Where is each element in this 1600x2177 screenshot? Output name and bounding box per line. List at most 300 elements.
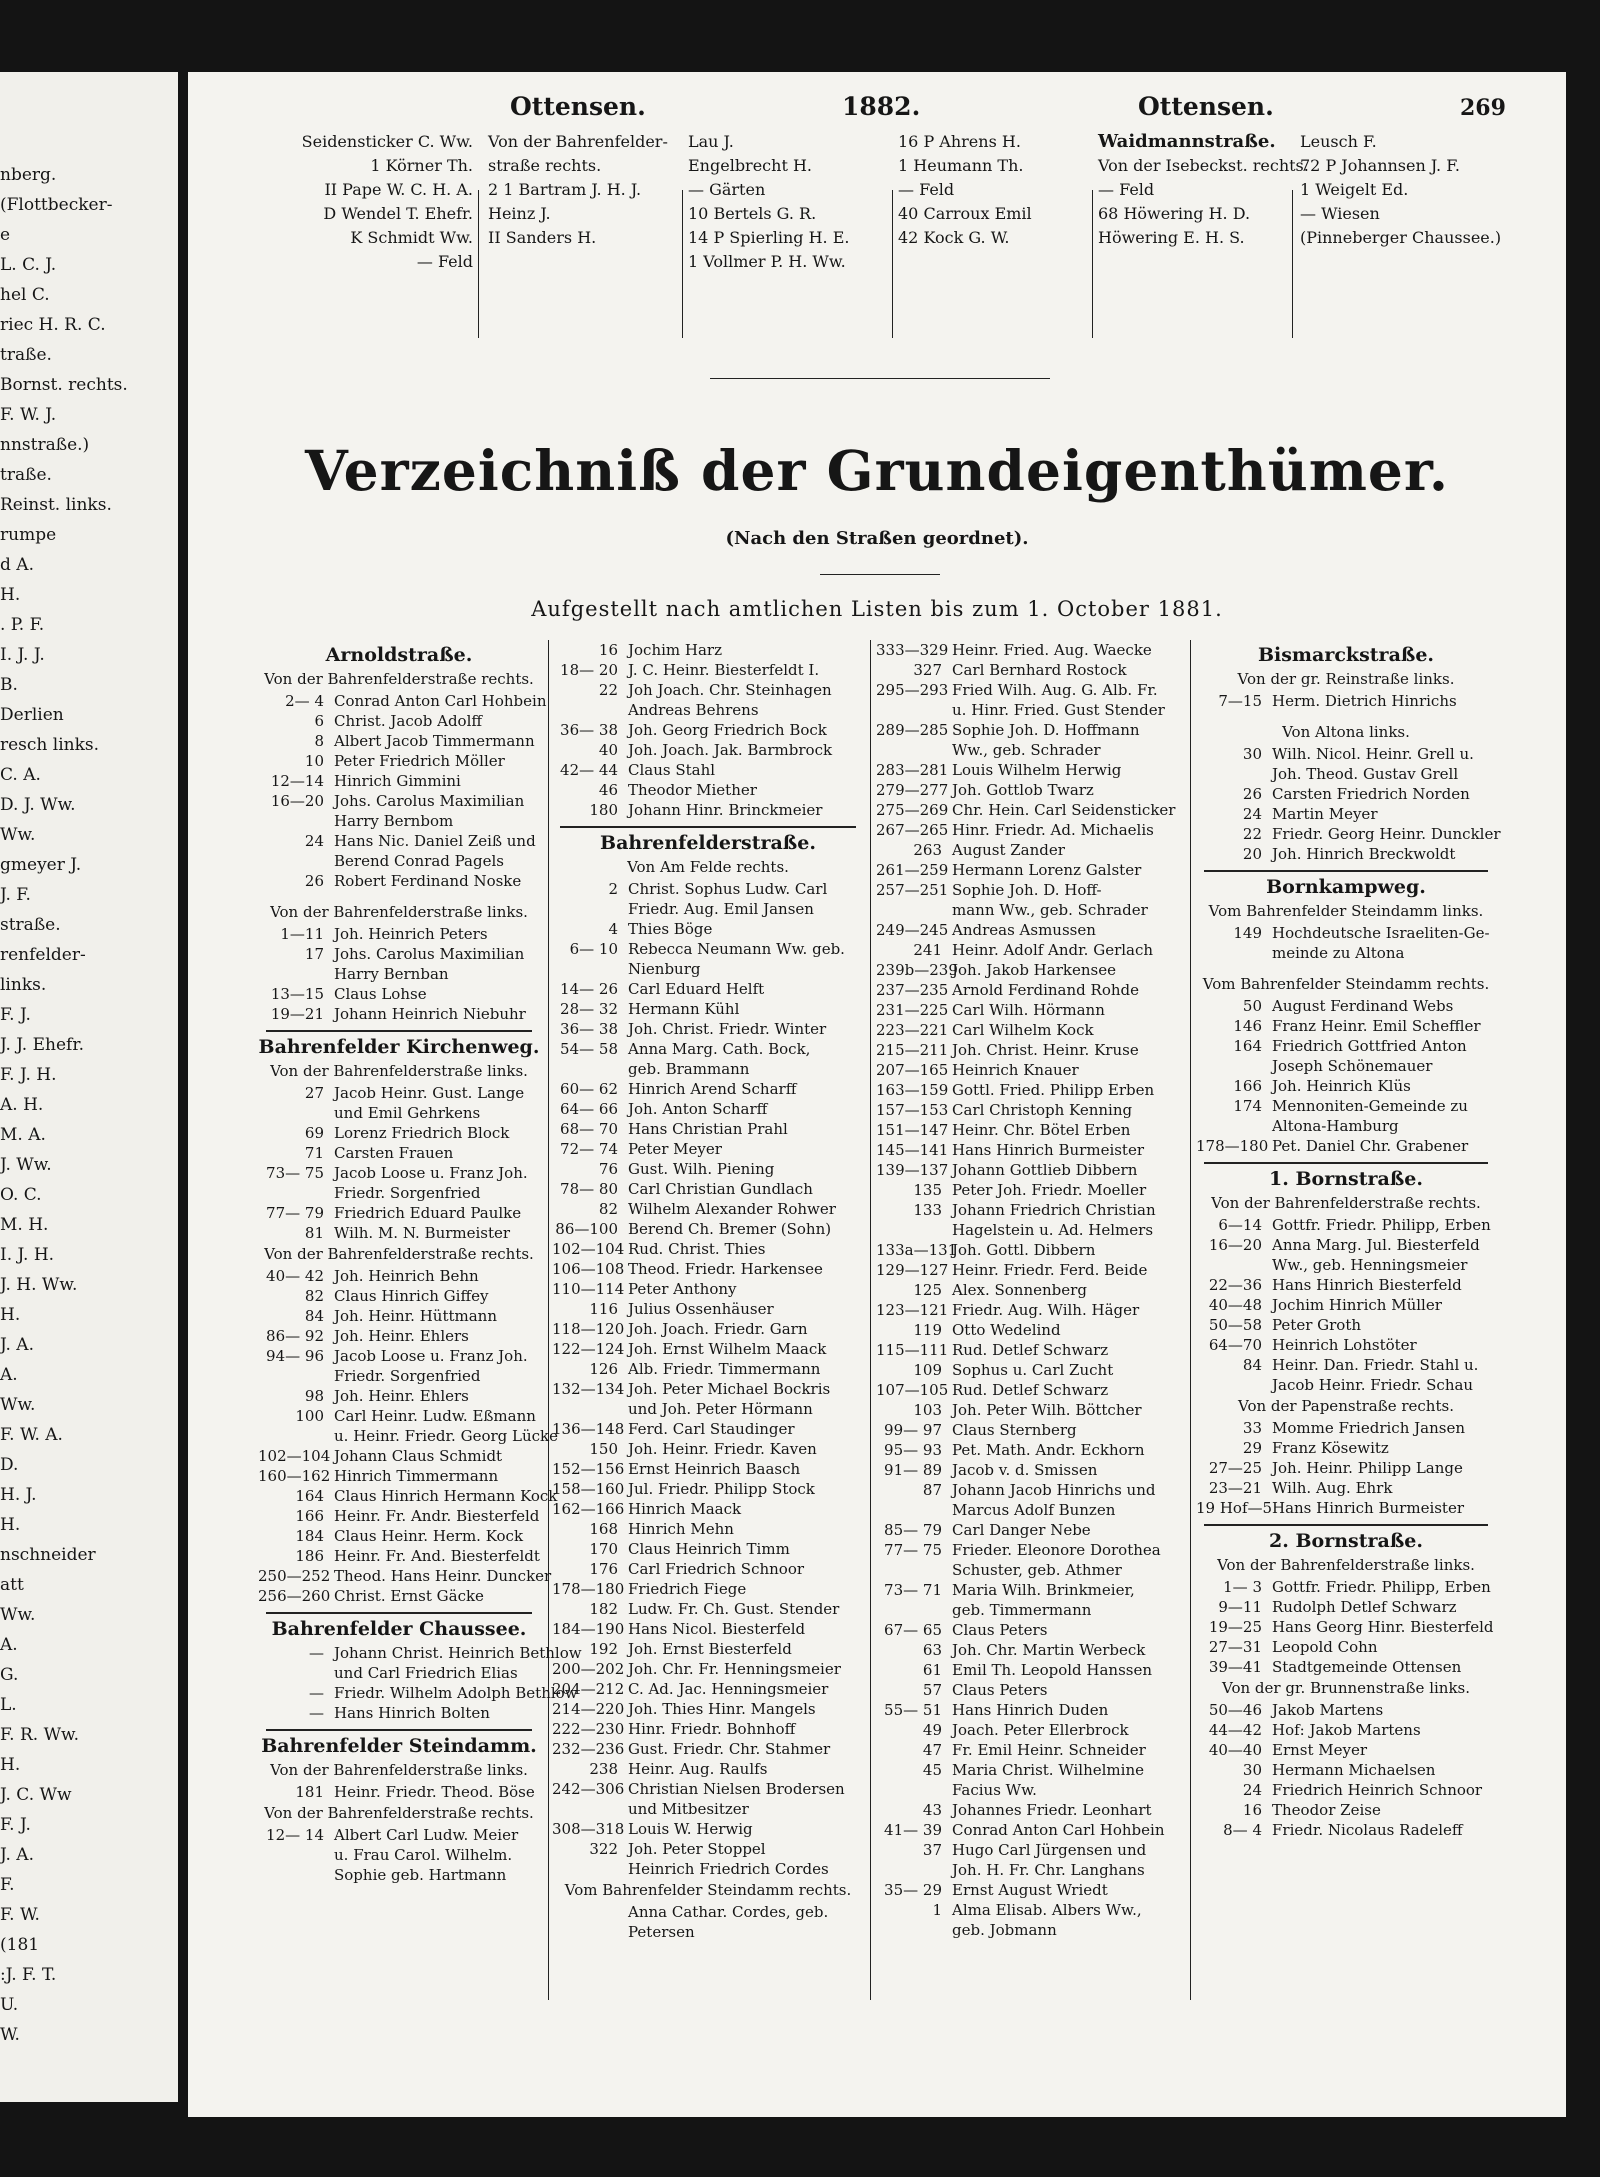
house-number: 327	[913, 661, 942, 679]
owner-name: Jacob Heinr. Friedr. Schau	[1272, 1376, 1474, 1394]
owner-row	[552, 680, 864, 700]
owner-row	[1196, 784, 1496, 804]
owner-row	[552, 1079, 864, 1099]
house-number	[258, 1845, 334, 1865]
top-entry: 1 Vollmer P. H. Ww.	[688, 252, 846, 271]
owner-name: Rud. Detlef Schwarz	[952, 1381, 1109, 1399]
column-rule	[682, 190, 683, 338]
house-number: 308—318	[552, 1820, 625, 1838]
owner-row	[876, 760, 1194, 780]
section-divider	[1204, 1162, 1488, 1164]
owner-row	[1196, 996, 1496, 1016]
owner-name: Carl Heinr. Ludw. Eßmann	[334, 1407, 536, 1425]
house-number: 26	[1242, 785, 1262, 803]
house-number: 275—269	[876, 801, 949, 819]
owner-row	[552, 1439, 864, 1459]
house-number: 78— 80	[560, 1180, 618, 1198]
owner-row	[552, 1279, 864, 1299]
owner-row	[258, 1683, 578, 1703]
owner-row	[258, 1865, 540, 1885]
owner-name: Theod. Hans Heinr. Duncker	[334, 1567, 552, 1585]
owner-row	[258, 924, 540, 944]
house-number: 283—281	[876, 761, 949, 779]
left-page-line: F. W. A.	[0, 1425, 63, 1445]
left-page-line: F. J.	[0, 1005, 31, 1025]
owner-name: Nienburg	[628, 960, 701, 978]
owner-name: Joh. Anton Scharff	[628, 1100, 768, 1118]
owner-row	[552, 660, 864, 680]
top-entry: 16 P Ahrens H.	[898, 132, 1021, 151]
house-number	[552, 1859, 628, 1879]
owner-row	[552, 760, 864, 780]
top-entry: D Wendel T. Ehefr.	[323, 204, 473, 223]
house-number: 16	[1242, 1801, 1262, 1819]
owner-row	[876, 920, 1194, 940]
house-number: 49	[922, 1721, 942, 1739]
street-heading: 2. Bornstraße.	[1269, 1530, 1423, 1552]
house-number: 61	[922, 1661, 942, 1679]
house-number: 180	[589, 801, 618, 819]
owner-name: August Zander	[952, 841, 1065, 859]
owner-name: Sophie Joh. D. Hoffmann	[952, 721, 1140, 739]
owner-name: Joh. Chr. Martin Werbeck	[952, 1641, 1146, 1659]
owner-name: Anna Cathar. Cordes, geb.	[628, 1903, 829, 1921]
section-divider	[560, 826, 856, 828]
owner-row	[258, 1266, 540, 1286]
left-page-line: J. F.	[0, 885, 31, 905]
owner-row	[552, 1679, 864, 1699]
house-number: 279—277	[876, 781, 949, 799]
left-page-line: H.	[0, 1515, 21, 1535]
house-number: 164	[295, 1487, 324, 1505]
house-number: 87	[922, 1481, 942, 1499]
owner-name: Sophie Joh. D. Hoff-	[952, 881, 1102, 899]
house-number: 84	[304, 1307, 324, 1325]
house-number: 239b—239	[876, 961, 958, 979]
house-number: 119	[913, 1321, 942, 1339]
top-column-1	[248, 130, 473, 274]
owner-name: Joh. Joach. Friedr. Garn	[628, 1320, 808, 1338]
top-column-2	[488, 130, 693, 250]
owner-name: Pet. Math. Andr. Eckhorn	[952, 1441, 1145, 1459]
owner-row	[876, 1420, 1194, 1440]
top-entry: 40 Carroux Emil	[898, 204, 1032, 223]
owner-row	[552, 1379, 864, 1399]
owner-row	[876, 1880, 1194, 1900]
house-number: 50	[1242, 997, 1262, 1015]
owner-row	[552, 1459, 864, 1479]
owner-name: Gottfr. Friedr. Philipp, Erben	[1272, 1578, 1491, 1596]
section-divider	[1204, 1524, 1488, 1526]
street-section-label: Von der Bahrenfelderstraße rechts.	[264, 1804, 534, 1822]
house-number: 35— 29	[884, 1881, 942, 1899]
house-number: 132—134	[552, 1380, 625, 1398]
top-entry: Engelbrecht H.	[688, 156, 812, 175]
owner-row	[258, 1223, 540, 1243]
owner-row	[1196, 1637, 1496, 1657]
left-page-line: H.	[0, 1755, 21, 1775]
owner-name: Conrad Anton Carl Hohbein	[952, 1821, 1165, 1839]
owner-row	[876, 1560, 1194, 1580]
owner-row	[552, 1819, 864, 1839]
owner-name: Rud. Detlef Schwarz	[952, 1341, 1109, 1359]
owner-row	[1196, 1700, 1496, 1720]
owner-row	[876, 1360, 1194, 1380]
house-number	[258, 964, 334, 984]
owner-name: Joh. H. Fr. Chr. Langhans	[952, 1861, 1145, 1879]
left-page-line: I. J. H.	[0, 1245, 55, 1265]
owner-name: Wilhelm Alexander Rohwer	[628, 1200, 836, 1218]
owner-row	[1196, 804, 1496, 824]
owner-name: Gust. Wilh. Piening	[628, 1160, 775, 1178]
owner-row	[258, 964, 540, 984]
house-number: 257—251	[876, 881, 949, 899]
left-page-line: M. H.	[0, 1215, 49, 1235]
owner-row	[876, 700, 1194, 720]
house-number	[258, 1183, 334, 1203]
owner-name: Joh. Theod. Gustav Grell	[1272, 765, 1459, 783]
left-page-line: (Flottbecker-	[0, 195, 113, 215]
owner-row	[258, 1326, 540, 1346]
owner-name: Joh. Peter Michael Bockris	[628, 1380, 831, 1398]
owner-name: Rebecca Neumann Ww. geb.	[628, 940, 845, 958]
owner-row	[258, 1366, 540, 1386]
house-number: 19 Hof—5	[1196, 1499, 1273, 1517]
house-number: 122—124	[552, 1340, 625, 1358]
top-entry: (Pinneberger Chaussee.)	[1300, 228, 1502, 247]
owner-name: Marcus Adolf Bunzen	[952, 1501, 1116, 1519]
owner-row	[876, 1000, 1194, 1020]
house-number: 81	[304, 1224, 324, 1242]
street-section-label: Vom Bahrenfelder Steindamm rechts.	[1202, 975, 1490, 993]
owner-row	[876, 1660, 1194, 1680]
owner-name: Heinr. Adolf Andr. Gerlach	[952, 941, 1154, 959]
house-number: 8— 4	[1223, 1821, 1262, 1839]
owner-name: Joh. Chr. Fr. Henningsmeier	[628, 1660, 841, 1678]
left-page-line: F. W.	[0, 1905, 40, 1925]
house-number: 242—306	[552, 1780, 625, 1798]
owner-row	[876, 1040, 1194, 1060]
house-number: 157—153	[876, 1101, 949, 1119]
owner-name: Facius Ww.	[952, 1781, 1037, 1799]
owner-name: Friedrich Heinrich Schnoor	[1272, 1781, 1483, 1799]
owner-name: Hans Christian Prahl	[628, 1120, 788, 1138]
owner-row	[552, 1839, 864, 1859]
top-entry: 1 Körner Th.	[370, 156, 473, 175]
left-page-line: Ww.	[0, 1395, 36, 1415]
owner-row	[258, 1506, 540, 1526]
house-number	[258, 1865, 334, 1885]
owner-name: Berend Ch. Bremer (Sohn)	[628, 1220, 832, 1238]
owner-name: Hinrich Gimmini	[334, 772, 461, 790]
owner-row	[876, 1640, 1194, 1660]
street-section-label: Vom Bahrenfelder Steindamm rechts.	[564, 1881, 852, 1899]
owner-name: Joh. Ernst Wilhelm Maack	[628, 1340, 827, 1358]
street-section-label: Von der Bahrenfelderstraße rechts.	[1211, 1194, 1481, 1212]
owner-row	[552, 1299, 864, 1319]
owner-row	[258, 1083, 540, 1103]
owner-row	[876, 800, 1194, 820]
owner-name: Claus Stahl	[628, 761, 716, 779]
owner-row	[1196, 1235, 1496, 1255]
house-number: 241	[913, 941, 942, 959]
owner-name: Altona-Hamburg	[1272, 1117, 1399, 1135]
spacer	[1196, 711, 1496, 721]
house-number: —	[309, 1704, 324, 1722]
owner-name: Jochim Hinrich Müller	[1272, 1296, 1442, 1314]
house-number: 28— 32	[560, 1000, 618, 1018]
column-rule	[1292, 190, 1293, 338]
owner-name: Friedr. Wilhelm Adolph Bethlow	[334, 1684, 578, 1702]
column-rule	[892, 190, 893, 338]
top-entry: — Feld	[1098, 180, 1155, 199]
house-number: 64— 66	[560, 1100, 618, 1118]
house-number: 222—230	[552, 1720, 625, 1738]
left-page-line: A.	[0, 1365, 18, 1385]
owner-name: Johann Jacob Hinrichs und	[952, 1481, 1156, 1499]
house-number: 86—100	[555, 1220, 618, 1238]
house-number: 12—14	[270, 772, 324, 790]
house-number	[1196, 1056, 1272, 1076]
house-number	[876, 1920, 952, 1940]
owner-row	[552, 1599, 864, 1619]
owner-row	[876, 1440, 1194, 1460]
owner-row	[1196, 1275, 1496, 1295]
owner-row	[876, 1720, 1194, 1740]
owner-row	[258, 791, 540, 811]
owner-name: Mennoniten-Gemeinde zu	[1272, 1097, 1468, 1115]
owner-row	[258, 1466, 540, 1486]
house-number: 295—293	[876, 681, 949, 699]
house-number	[552, 1399, 628, 1419]
street-heading: 1. Bornstraße.	[1269, 1168, 1423, 1190]
owner-name: Claus Heinr. Herm. Kock	[334, 1527, 524, 1545]
owner-row	[258, 1643, 582, 1663]
house-number: 1—11	[280, 925, 324, 943]
house-number: 27—31	[1208, 1638, 1262, 1656]
owner-row	[552, 1099, 864, 1119]
top-entry: II Pape W. C. H. A.	[324, 180, 473, 199]
owner-name: Joh. Christ. Friedr. Winter	[628, 1020, 827, 1038]
owner-row	[258, 751, 540, 771]
owner-name: Fr. Emil Heinr. Schneider	[952, 1741, 1146, 1759]
owner-row	[552, 1019, 864, 1039]
owner-row	[258, 1586, 540, 1606]
house-number: 19—21	[270, 1005, 324, 1023]
house-number: 22	[1242, 825, 1262, 843]
house-number: 149	[1233, 924, 1262, 942]
owner-name: Johs. Carolus Maximilian	[334, 792, 525, 810]
left-page-line: C. A.	[0, 765, 41, 785]
left-page-line: F. W. J.	[0, 405, 57, 425]
left-page-line: traße.	[0, 465, 52, 485]
owner-row	[1196, 1740, 1496, 1760]
top-entry: Waidmannstraße.	[1098, 131, 1276, 152]
house-number	[258, 1426, 334, 1446]
owner-name: Theod. Friedr. Harkensee	[628, 1260, 823, 1278]
left-page-line: rumpe	[0, 525, 57, 545]
left-page-line: J. Ww.	[0, 1155, 52, 1175]
owner-row	[258, 1566, 552, 1586]
street-section-label: Von der Bahrenfelderstraße links.	[270, 1761, 528, 1779]
top-entry: 1 Heumann Th.	[898, 156, 1024, 175]
owner-name: Ww., geb. Schrader	[952, 741, 1101, 759]
top-entry: — Feld	[898, 180, 955, 199]
street-heading: Bahrenfelder Steindamm.	[261, 1735, 537, 1757]
owner-row	[876, 1300, 1194, 1320]
left-page-line: W.	[0, 2025, 20, 2045]
owner-row	[552, 1859, 864, 1879]
house-number: 42— 44	[560, 761, 618, 779]
house-number: 47	[922, 1741, 942, 1759]
house-number: 129—127	[876, 1261, 949, 1279]
owner-row	[258, 1306, 540, 1326]
owner-name: Johann Claus Schmidt	[334, 1447, 503, 1465]
house-number: 44—42	[1208, 1721, 1262, 1739]
house-number: 6	[314, 712, 324, 730]
owner-row	[552, 979, 864, 999]
house-number: 7—15	[1218, 692, 1262, 710]
owner-row	[552, 1659, 864, 1679]
house-number: 82	[598, 1200, 618, 1218]
owner-name: Harry Bernbom	[334, 812, 454, 830]
house-number: 135	[913, 1181, 942, 1199]
owner-row	[876, 1160, 1194, 1180]
left-page-line: . P. F.	[0, 615, 45, 635]
owner-name: und Mitbesitzer	[628, 1800, 749, 1818]
house-number	[1196, 1255, 1272, 1275]
owner-name: Andreas Behrens	[628, 701, 759, 719]
owner-row	[552, 1159, 864, 1179]
house-number: 98	[304, 1387, 324, 1405]
owner-name: Hinr. Friedr. Bohnhoff	[628, 1720, 796, 1738]
house-number: 9—11	[1218, 1598, 1262, 1616]
house-number: 170	[589, 1540, 618, 1558]
house-number: 136—148	[552, 1420, 625, 1438]
owner-row	[1196, 1657, 1496, 1677]
owner-row	[258, 1286, 540, 1306]
house-number: 91— 89	[884, 1461, 942, 1479]
house-number: 263	[913, 841, 942, 859]
owner-row	[876, 720, 1194, 740]
owner-name: Gottl. Fried. Philipp Erben	[952, 1081, 1155, 1099]
owner-name: Hermann Lorenz Galster	[952, 861, 1142, 879]
owner-name: u. Hinr. Fried. Gust Stender	[952, 701, 1165, 719]
owner-row	[876, 1500, 1194, 1520]
owner-name: Christ. Sophus Ludw. Carl	[628, 880, 828, 898]
owner-name: Hermann Kühl	[628, 1000, 740, 1018]
owner-name: Joh. Heinrich Behn	[334, 1267, 479, 1285]
left-page-line: H.	[0, 585, 21, 605]
owner-name: Andreas Asmussen	[952, 921, 1096, 939]
owner-name: Peter Friedrich Möller	[334, 752, 505, 770]
house-number: 6—14	[1218, 1216, 1262, 1234]
owner-name: Heinr. Chr. Bötel Erben	[952, 1121, 1131, 1139]
left-page-line: resch links.	[0, 735, 100, 755]
house-number: 68— 70	[560, 1120, 618, 1138]
owner-name: Hans Nicol. Biesterfeld	[628, 1620, 806, 1638]
owner-name: Theodor Miether	[628, 781, 757, 799]
owner-name: Joh. Gottlob Twarz	[952, 781, 1094, 799]
left-page-line: L. C. J.	[0, 255, 57, 275]
top-entry: — Gärten	[688, 180, 766, 199]
owner-row	[552, 1419, 864, 1439]
owner-name: Carl Wilh. Hörmann	[952, 1001, 1105, 1019]
house-number: 46	[598, 781, 618, 799]
house-number: 57	[922, 1681, 942, 1699]
owner-row	[1196, 1720, 1496, 1740]
owner-row	[876, 680, 1194, 700]
house-number: 118—120	[552, 1320, 625, 1338]
owner-row	[876, 1580, 1194, 1600]
house-number: 166	[1233, 1077, 1262, 1095]
section-divider	[266, 1729, 532, 1731]
section-divider	[266, 1612, 532, 1614]
house-number: 116	[589, 1300, 618, 1318]
owner-name: Carl Christian Gundlach	[628, 1180, 813, 1198]
owner-row	[1196, 1056, 1496, 1076]
owner-name: Joh. Heinr. Philipp Lange	[1272, 1459, 1463, 1477]
owner-row	[552, 1219, 864, 1239]
owner-name: Friedr. Sorgenfried	[334, 1367, 481, 1385]
owner-name: Hof: Jakob Martens	[1272, 1721, 1421, 1739]
street-section-label: Von der Bahrenfelderstraße links.	[270, 1062, 528, 1080]
house-number: 289—285	[876, 721, 949, 739]
house-number	[258, 1103, 334, 1123]
owner-row	[876, 1860, 1194, 1880]
house-number: 174	[1233, 1097, 1262, 1115]
house-number: 151—147	[876, 1121, 949, 1139]
owner-name: Christian Nielsen Brodersen	[628, 1780, 845, 1798]
owner-row	[1196, 1215, 1496, 1235]
house-number: 250—252	[258, 1567, 331, 1585]
owner-name: Gottfr. Friedr. Philipp, Erben	[1272, 1216, 1491, 1234]
house-number	[876, 1780, 952, 1800]
house-number: 67— 65	[884, 1621, 942, 1639]
house-number: 126	[589, 1360, 618, 1378]
left-page-line: hel C.	[0, 285, 50, 305]
left-page-line: A.	[0, 1635, 18, 1655]
owner-row	[876, 1780, 1194, 1800]
column-rule	[478, 190, 479, 338]
owner-row	[1196, 1295, 1496, 1315]
owner-name: Heinr. Aug. Raulfs	[628, 1760, 768, 1778]
owner-row	[876, 1600, 1194, 1620]
owner-row	[876, 1800, 1194, 1820]
owner-row	[258, 1004, 540, 1024]
owner-name: Pet. Daniel Chr. Grabener	[1272, 1137, 1469, 1155]
house-number: 238	[589, 1760, 618, 1778]
owner-name: Jakob Martens	[1272, 1701, 1384, 1719]
house-number	[552, 1902, 628, 1922]
owner-row	[876, 840, 1194, 860]
owner-name: Wilh. M. N. Burmeister	[334, 1224, 511, 1242]
left-page-line: D. J. Ww.	[0, 795, 76, 815]
owner-name: Joseph Schönemauer	[1272, 1057, 1433, 1075]
house-number: 106—108	[552, 1260, 625, 1278]
house-number: 110—114	[552, 1280, 625, 1298]
owner-row	[552, 1399, 864, 1419]
house-number: 77— 75	[884, 1541, 942, 1559]
owner-name: Joh. Jakob Harkensee	[952, 961, 1116, 979]
owner-name: Peter Meyer	[628, 1140, 722, 1158]
owner-row	[1196, 1076, 1496, 1096]
house-number: 115—111	[876, 1341, 949, 1359]
owner-name: Herm. Dietrich Hinrichs	[1272, 692, 1457, 710]
house-number: 333—329	[876, 641, 949, 659]
owner-row	[876, 1120, 1194, 1140]
owner-row	[1196, 1820, 1496, 1840]
